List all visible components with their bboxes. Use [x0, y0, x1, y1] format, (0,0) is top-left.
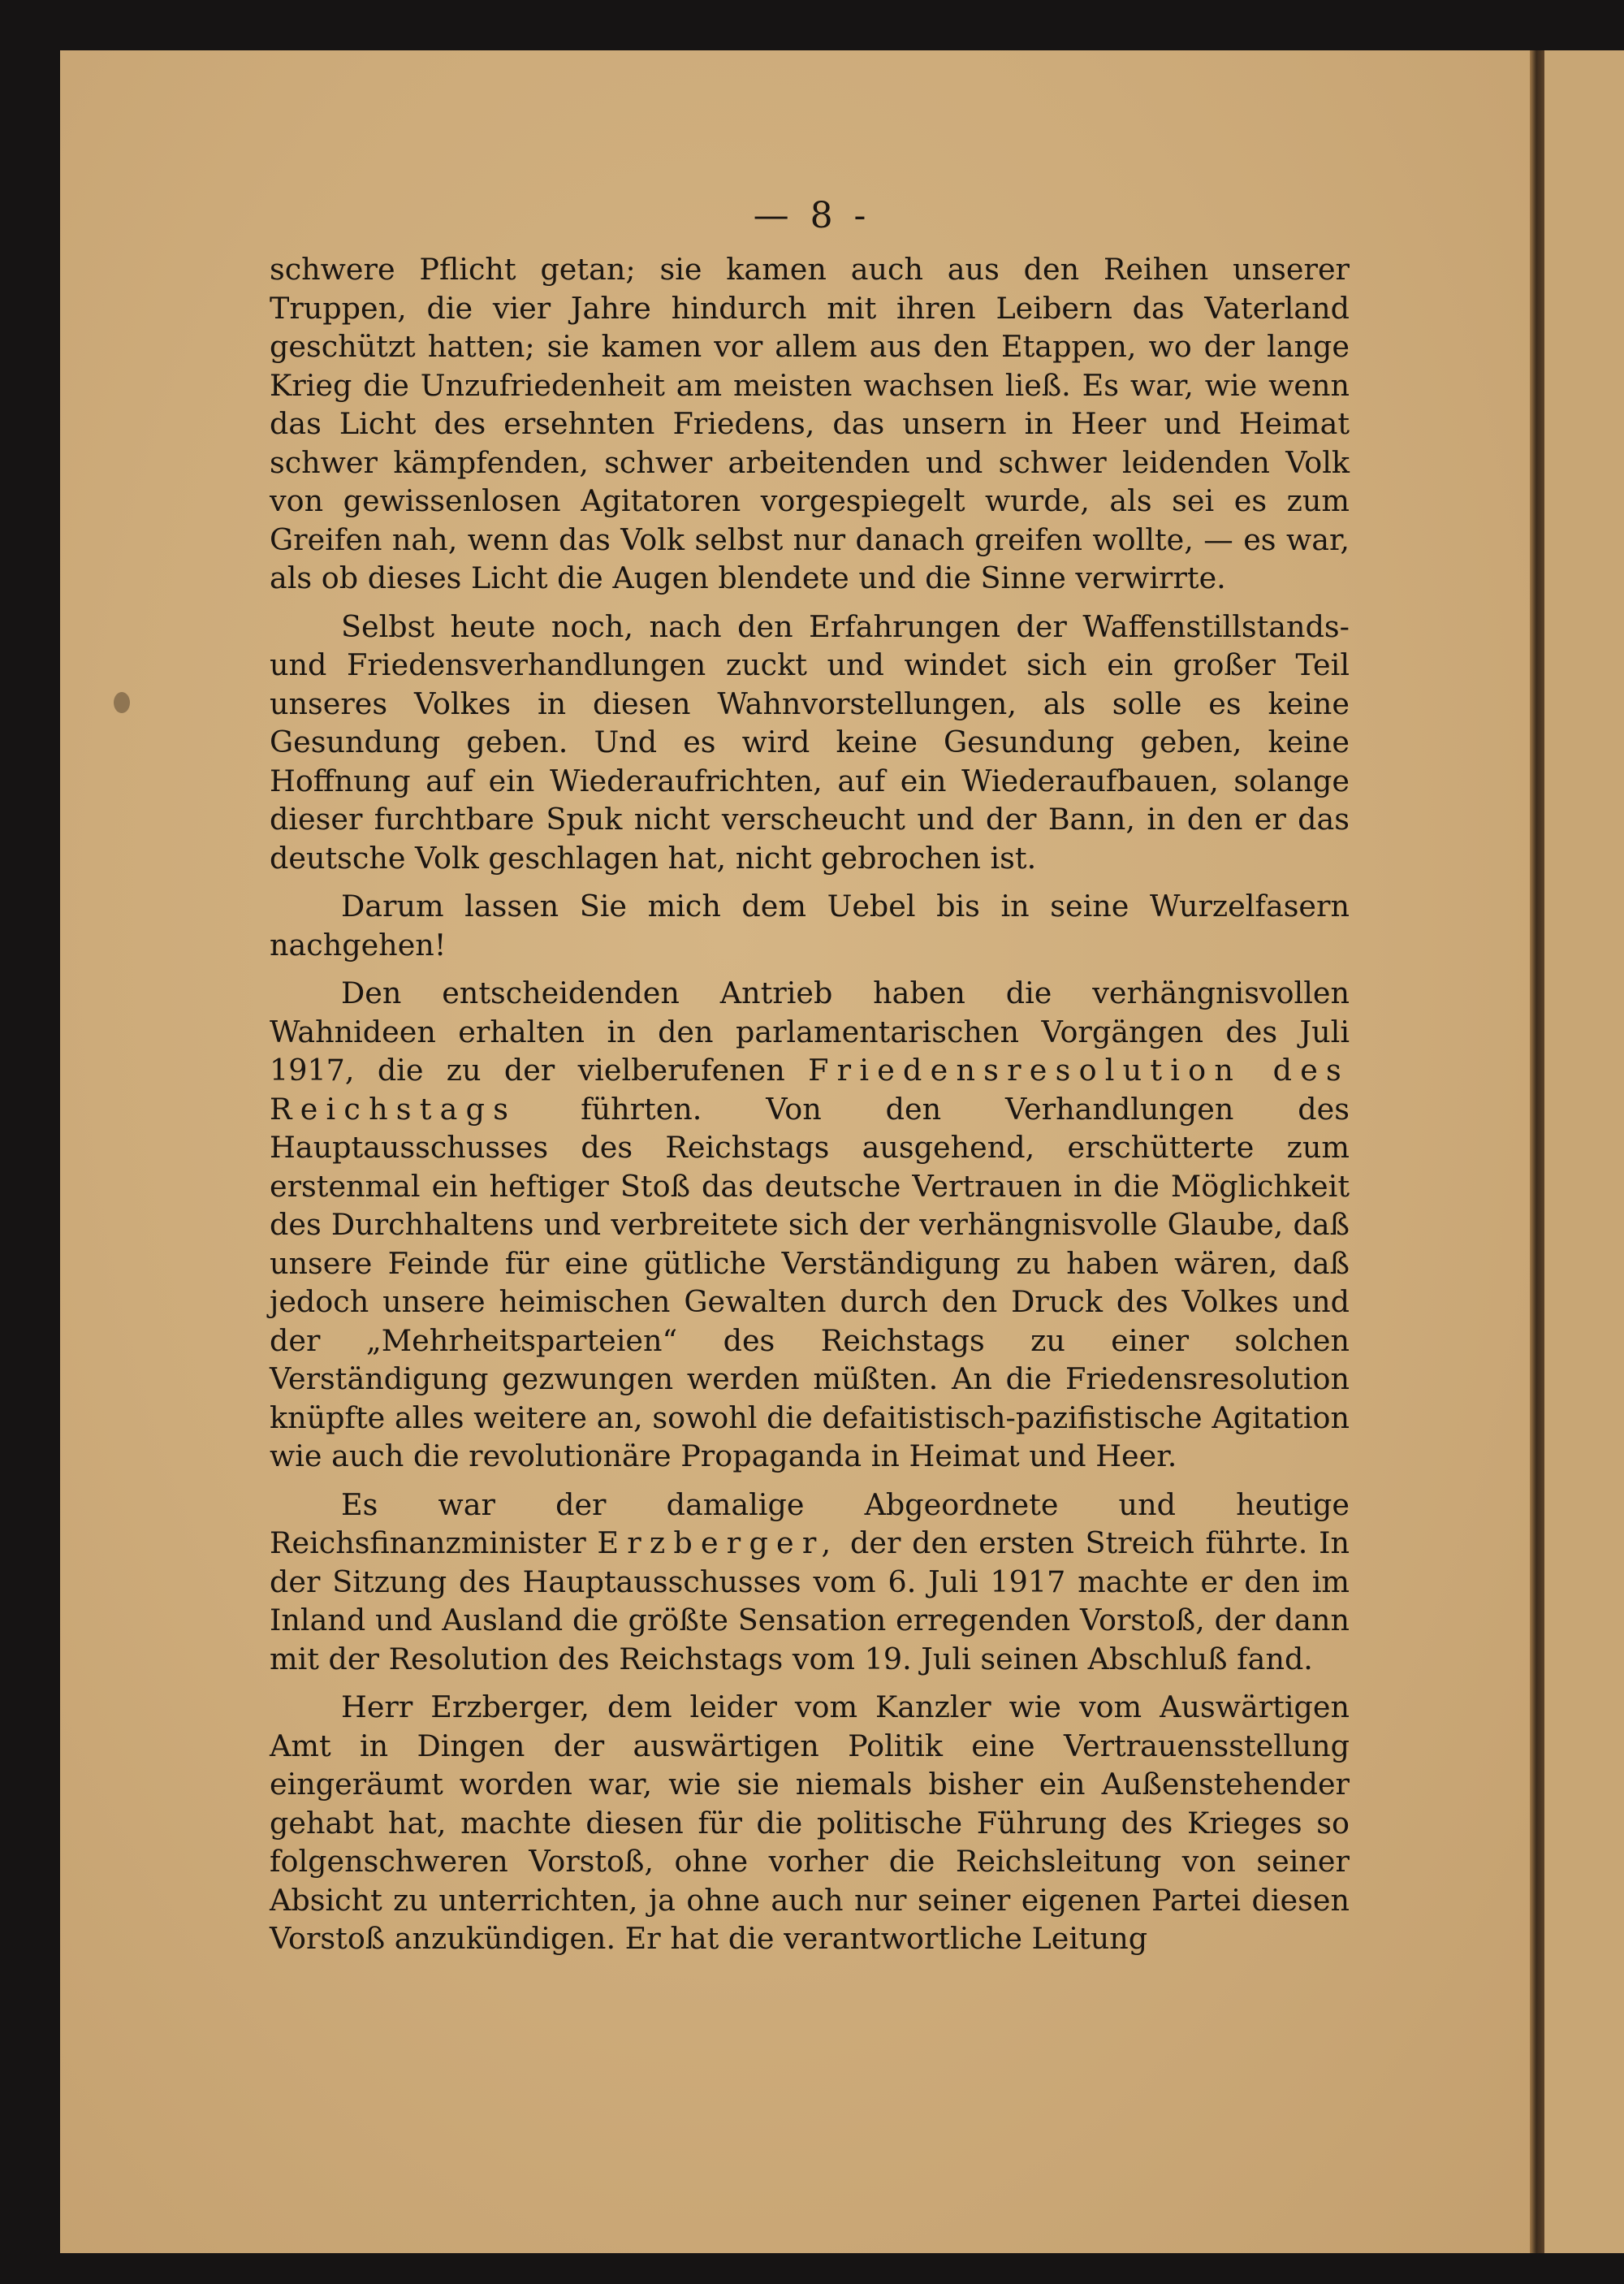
- page-number: — 8 -: [753, 195, 871, 236]
- paragraph-text: der den ersten Streich führte. In der Sitzung des Hauptausschusses vom 6. Juli 1917 machte er den im Inland und Ausland die größte Sensation erregenden Vorstoß, der dann mit der Resolution des Reichstags vom 19. Juli seinen Abschluß fand.: [270, 1525, 1350, 1676]
- book-gutter: [1530, 50, 1544, 2253]
- paragraph: schwere Pflicht getan; sie kamen auch aus den Reihen unserer Truppen, die vier Jahre hindurch mit ihren Leibern das Vaterland geschützt hatten; sie kamen vor allem aus den Etappen, wo der lange Krieg die Unzufriedenheit am meisten wachsen ließ. Es war, wie wenn das Licht des ersehnten Friedens, das unsern in Heer und Heimat schwer kämpfenden, schwer arbeitenden und schwer leidenden Volk von gewissenlosen Agitatoren vorgespiegelt wurde, als sei es zum Greifen nah, wenn das Volk selbst nur danach greifen wollte, — es war, als ob dieses Licht die Augen blendete und die Sinne verwirrte.: [270, 252, 1350, 595]
- paragraph: [270, 974, 1350, 1476]
- spaced-emphasis: Erzberger,: [597, 1525, 840, 1560]
- paragraph: [270, 1486, 1350, 1679]
- body-text: [270, 250, 1350, 1958]
- paragraph-text: Es war der damalige Abgeordnete und heutige Reichsfinanzminister: [270, 1486, 1350, 1560]
- adjacent-page-edge: [1544, 50, 1624, 2253]
- paragraph: Herr Erzberger, dem leider vom Kanzler wie vom Auswärtigen Amt in Dingen der auswärtigen Politik eine Vertrauensstellung eingeräumt worden war, wie sie niemals bisher ein Außenstehender gehabt hat, machte diesen für die politische Führung des Krieges so folgenschweren Vorstoß, ohne vorher die Reichsleitung von seiner Absicht zu unterrichten, ja ohne auch nur seiner eigenen Partei diesen Vorstoß anzukündigen. Er hat die verantwortliche Leitung: [270, 1689, 1350, 1956]
- paragraph-text: führten. Von den Verhandlungen des Hauptausschusses des Reichstags ausgehend, erschütterte zum erstenmal ein heftiger Stoß das deutsche Vertrauen in die Möglichkeit des Durchhaltens und verbreitete sich der verhängnisvolle Glaube, daß unsere Feinde für eine gütliche Verständigung zu haben wären, daß jedoch unsere heimischen Gewalten durch den Druck des Volkes und der „Mehrheitsparteien“ des Reichstags zu einer solchen Verständigung gezwungen werden müßten. An die Friedensresolution knüpfte alles weitere an, sowohl die defaitistisch-pazifistische Agitation wie auch die revolutionäre Propaganda in Heimat und Heer.: [270, 1091, 1350, 1473]
- paragraph: Darum lassen Sie mich dem Uebel bis in seine Wurzelfasern nachgehen!: [270, 889, 1350, 962]
- punch-hole-mark: [114, 692, 130, 713]
- spaced-emphasis: Friedensresolution des Reichstags: [270, 1053, 1350, 1127]
- paragraph-text: Den entscheidenden Antrieb haben die verhängnisvollen Wahnideen erhalten in den parlamentarischen Vorgängen des Juli 1917, die zu der vielberufenen: [270, 975, 1350, 1088]
- paragraph: Selbst heute noch, nach den Erfahrungen der Waffenstillstands- und Friedensverhandlungen zuckt und windet sich ein großer Teil unseres Volkes in diesen Wahnvorstellungen, als solle es keine Gesundung geben. Und es wird keine Gesundung geben, keine Hoffnung auf ein Wiederaufrichten, auf ein Wiederaufbauen, solange dieser furchtbare Spuk nicht verscheucht und der Bann, in den er das deutsche Volk geschlagen hat, nicht gebrochen ist.: [270, 608, 1350, 876]
